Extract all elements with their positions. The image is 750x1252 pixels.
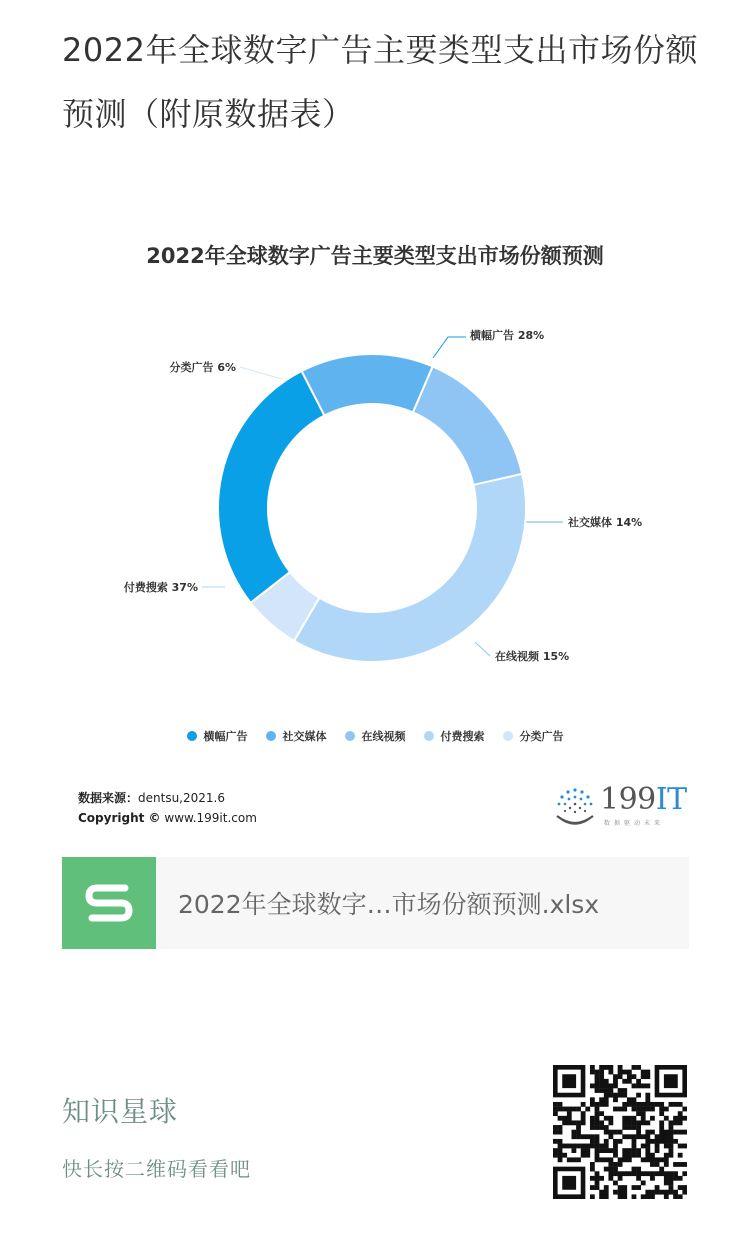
legend-dot-banner — [187, 731, 197, 741]
legend-label-search: 付费搜索 — [440, 730, 485, 743]
copyright-line — [78, 808, 257, 828]
leader-line-banner — [433, 337, 466, 358]
copyright-label: Copyright © — [78, 811, 161, 825]
chart-title: 2022年全球数字广告主要类型支出市场份额预测 — [146, 244, 604, 268]
logo-it: IT — [655, 782, 687, 817]
legend-item-video — [345, 728, 406, 744]
leader-line-classified — [240, 367, 282, 379]
legend-dot-search — [424, 731, 434, 741]
legend-item-search — [424, 728, 485, 744]
promo-subtitle: 快长按二维码看看吧 — [62, 1157, 251, 1181]
promo-title: 知识星球 — [62, 1095, 179, 1128]
legend-item-classified — [503, 728, 564, 744]
slice-video — [413, 366, 522, 485]
source-label: 数据来源： — [78, 791, 139, 805]
page-title: 2022年全球数字广告主要类型支出市场份额预测（附原数据表） — [62, 31, 698, 133]
data-label-banner: 横幅广告 28% — [470, 329, 545, 342]
logo-199it — [552, 782, 692, 830]
slice-banner — [218, 371, 324, 603]
source-text: dentsu,2021.6 — [138, 791, 225, 805]
slice-search — [294, 474, 526, 662]
legend-label-classified: 分类广告 — [519, 730, 564, 743]
logo-mark-icon — [552, 784, 598, 830]
chart-legend — [0, 728, 750, 744]
legend-dot-classified — [503, 731, 513, 741]
copyright-text: www.199it.com — [164, 811, 257, 825]
donut-chart — [0, 300, 750, 700]
slice-social — [302, 354, 433, 416]
attachment-file-card[interactable] — [62, 857, 689, 949]
leader-line-video — [475, 642, 490, 656]
source-block — [78, 788, 257, 828]
source-line — [78, 788, 257, 808]
logo-num: 199 — [600, 782, 656, 817]
data-label-social: 社交媒体 14% — [568, 516, 643, 529]
legend-label-social: 社交媒体 — [282, 730, 327, 743]
data-label-video: 在线视频 15% — [495, 650, 570, 663]
s-letter-icon — [79, 873, 139, 933]
logo-tagline: 数据驱动未来 — [604, 820, 665, 827]
qr-code-icon[interactable] — [553, 1065, 687, 1199]
legend-dot-video — [345, 731, 355, 741]
legend-label-video: 在线视频 — [361, 730, 406, 743]
attachment-file-name: 2022年全球数字…市场份额预测.xlsx — [178, 890, 600, 919]
data-label-search: 付费搜索 37% — [123, 581, 198, 594]
logo-text — [600, 782, 687, 817]
legend-dot-social — [266, 731, 276, 741]
legend-item-banner — [187, 728, 248, 744]
legend-item-social — [266, 728, 327, 744]
legend-label-banner: 横幅广告 — [203, 730, 248, 743]
spreadsheet-icon — [62, 857, 156, 949]
data-label-classified: 分类广告 6% — [169, 361, 236, 374]
